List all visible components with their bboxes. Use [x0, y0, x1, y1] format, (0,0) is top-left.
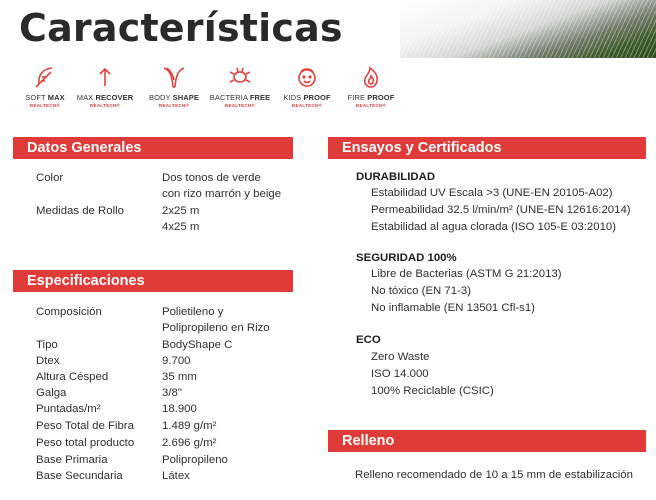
- spec-label-peso-total: Peso total producto: [36, 437, 135, 449]
- grass-blade-icon: [161, 64, 187, 90]
- group-title-seguridad: SEGURIDAD 100%: [356, 252, 457, 264]
- spec-label-base-secundaria: Base Secundaria: [36, 470, 123, 482]
- feature-fire-proof: FIRE PROOF REALTECH®: [338, 64, 404, 108]
- spec-label-tipo: Tipo: [36, 339, 58, 351]
- feature-kids-proof: KIDS PROOF REALTECH®: [274, 64, 340, 108]
- child-face-icon: [294, 64, 320, 90]
- spec-label-peso-fibra: Peso Total de Fibra: [36, 420, 134, 432]
- spec-value-altura: 35 mm: [162, 371, 197, 383]
- feature-body-shape: BODY SHAPE REALTECH®: [141, 64, 207, 108]
- relleno-text: Relleno recomendado de 10 a 15 mm de estabilización: [355, 469, 633, 481]
- spec-label-composicion: Composición: [36, 306, 102, 318]
- group-title-durabilidad: DURABILIDAD: [356, 171, 436, 183]
- feature-max-recover: MAX RECOVER REALTECH®: [72, 64, 138, 108]
- feature-soft-max: SOFT MAX REALTECH®: [12, 64, 78, 108]
- flame-icon: [358, 64, 384, 90]
- durabilidad-item-3: Estabilidad al agua clorada (ISO 105-E 03:2010): [371, 221, 617, 233]
- spec-label-altura: Altura Césped: [36, 371, 109, 383]
- eco-item-2: ISO 14.000: [371, 368, 429, 380]
- spec-value-dtex: 9.700: [162, 355, 191, 367]
- section-header-especificaciones: Especificaciones: [13, 270, 293, 292]
- row-value-medidas-2: 4x25 m: [162, 221, 200, 233]
- page-title: Características: [19, 6, 343, 50]
- row-value-color-2: con rizo marrón y beige: [162, 188, 282, 200]
- seguridad-item-2: No tóxico (EN 71-3): [371, 285, 472, 297]
- spec-value-base-secundaria: Látex: [162, 470, 190, 482]
- seguridad-item-1: Libre de Bacterias (ASTM G 21:2013): [371, 268, 562, 280]
- row-label-medidas: Medidas de Rollo: [36, 205, 125, 217]
- section-header-relleno: Relleno: [328, 430, 646, 452]
- feature-icons-row: [12, 64, 402, 116]
- spec-label-galga: Galga: [36, 387, 67, 399]
- group-title-eco: ECO: [356, 334, 381, 346]
- spec-value-composicion-2: Polipropileno en Rizo: [162, 322, 270, 334]
- spec-value-peso-fibra: 1.489 g/m²: [162, 420, 217, 432]
- spec-label-base-primaria: Base Primaria: [36, 454, 108, 466]
- spec-value-puntadas: 18.900: [162, 403, 197, 415]
- feature-bacteria-free: BACTERIA FREE REALTECH®: [207, 64, 273, 108]
- durabilidad-item-1: Estabilidad UV Escala >3 (UNE-EN 20105-A02): [371, 187, 613, 199]
- feather-icon: [32, 64, 58, 90]
- durabilidad-item-2: Permeabilidad 32.5 l/min/m² (UNE-EN 12616:2014): [371, 204, 631, 216]
- row-value-medidas-1: 2x25 m: [162, 205, 200, 217]
- spec-label-puntadas: Puntadas/m²: [36, 403, 101, 415]
- spec-value-tipo: BodyShape C: [162, 339, 233, 351]
- row-label-color: Color: [36, 172, 64, 184]
- eco-item-3: 100% Reciclable (CSIC): [371, 385, 494, 397]
- section-header-ensayos: Ensayos y Certificados: [328, 137, 646, 159]
- spec-value-peso-total: 2.696 g/m²: [162, 437, 217, 449]
- arrow-up-icon: [92, 64, 118, 90]
- turf-photo: [400, 0, 656, 58]
- spec-label-dtex: Dtex: [36, 355, 60, 367]
- bacteria-icon: [227, 64, 253, 90]
- seguridad-item-3: No inflamable (EN 13501 Cfl-s1): [371, 302, 535, 314]
- spec-value-base-primaria: Polipropileno: [162, 454, 228, 466]
- eco-item-1: Zero Waste: [371, 351, 430, 363]
- row-value-color-1: Dos tonos de verde: [162, 172, 261, 184]
- section-header-datos-generales: Datos Generales: [13, 137, 293, 159]
- spec-value-galga: 3/8": [162, 387, 182, 399]
- spec-value-composicion-1: Polietileno y: [162, 306, 224, 318]
